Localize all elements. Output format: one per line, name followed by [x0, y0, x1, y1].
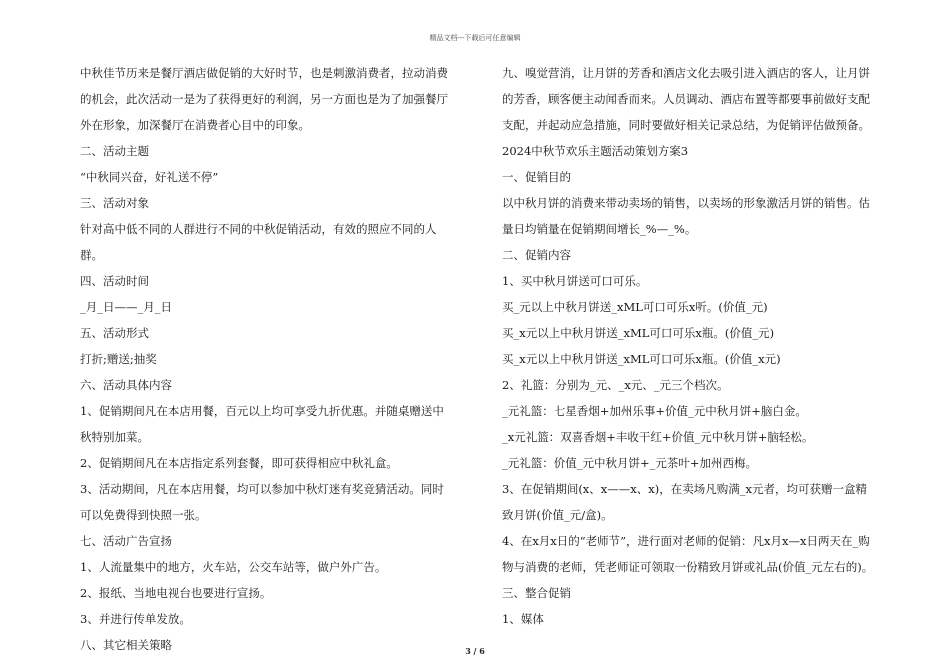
paragraph: _元礼篮：价值_元中秋月饼+_元茶叶+加州西梅。	[502, 456, 758, 470]
paragraph: “中秋同兴奋，好礼送不停”	[80, 170, 219, 184]
paragraph: 2、报纸、当地电视台也要进行宣扬。	[80, 586, 272, 600]
paragraph: _元礼篮：七星香烟+加州乐事+价值_元中秋月饼+脑白金。	[502, 404, 807, 418]
paragraph: 3、并进行传单发放。	[80, 612, 191, 626]
paragraph: _月_日——_月_日	[80, 300, 172, 314]
paragraph: 五、活动形式	[80, 326, 149, 340]
paragraph: 4、在x月x日的“老师节”，进行面对老师的促销：凡x月x—x日两天在_购物与消费的老师，凭老师证可领取一份精致月饼或礼品(价值_元左右的)。	[502, 534, 874, 574]
paragraph: 1、人流量集中的地方，火车站，公交车站等，做户外广告。	[80, 560, 387, 574]
paragraph: 1、买中秋月饼送可口可乐。	[502, 274, 648, 288]
paragraph: 八、其它相关策略	[80, 638, 172, 652]
paragraph: 买_x元以上中秋月饼送_xML可口可乐x瓶。(价值_x元)	[502, 352, 781, 366]
paragraph: 九、嗅觉营消，让月饼的芳香和酒店文化去吸引进入酒店的客人，让月饼的芳香，顾客便主动闻香而来。人员调动、酒店布置等都要事前做好支配支配，并起动应急措施，同时要做好相关记录总结，为促销评估做预备。	[502, 66, 870, 132]
paragraph: 三、活动对象	[80, 196, 149, 210]
paragraph: 二、活动主题	[80, 144, 149, 158]
paragraph: 2、礼篮：分别为_元、_x元、_元三个档次。	[502, 378, 729, 392]
paragraph: 一、促销目的	[502, 170, 571, 184]
paragraph: 打折;赠送;抽奖	[80, 352, 157, 366]
paragraph: 1、促销期间凡在本店用餐，百元以上均可享受九折优惠。并随桌赠送中秋特别加菜。	[80, 404, 444, 444]
paragraph: 2024中秋节欢乐主题活动策划方案3	[502, 144, 689, 158]
paragraph: 3、活动期间，凡在本店用餐，均可以参加中秋灯迷有奖竞猜活动。同时可以免费得到快照一张。	[80, 482, 444, 522]
paragraph: 七、活动广告宣扬	[80, 534, 172, 548]
paragraph: 以中秋月饼的消费来带动卖场的销售，以卖场的形象激活月饼的销售。估量日均销量在促销期间增长_%—_%。	[502, 196, 870, 236]
paragraph: 3、在促销期间(x、x——x、x)，在卖场凡购满_x元者，均可获赠一盒精致月饼(价值_元/盒)。	[502, 482, 867, 522]
paragraph: 针对高中低不同的人群进行不同的中秋促销活动，有效的照应不同的人群。	[80, 222, 437, 262]
right-column	[502, 60, 874, 632]
page-header: 精品文档---下载后可任意编辑	[429, 34, 521, 42]
paragraph: 三、整合促销	[502, 586, 571, 600]
paragraph: 买_x元以上中秋月饼送_xML可口可乐x瓶。(价值_元)	[502, 326, 775, 340]
paragraph: 二、促销内容	[502, 248, 571, 262]
paragraph: 六、活动具体内容	[80, 378, 172, 392]
page-number: 3 / 6	[465, 646, 485, 656]
paragraph: 四、活动时间	[80, 274, 149, 288]
paragraph: 中秋佳节历来是餐厅酒店做促销的大好时节，也是刺激消费者，拉动消费的机会，此次活动一是为了获得更好的利润，另一方面也是为了加强餐厅外在形象，加深餐厅在消费者心目中的印象。	[80, 66, 448, 132]
paragraph: 买_元以上中秋月饼送_xML可口可乐x听。(价值_元)	[502, 300, 768, 314]
paragraph: 1、媒体	[502, 612, 544, 626]
paragraph: 2、促销期间凡在本店指定系列套餐，即可获得相应中秋礼盒。	[80, 456, 398, 470]
paragraph: _x元礼篮：双喜香烟+丰收干红+价值_元中秋月饼+脑轻松。	[502, 430, 814, 444]
left-column	[80, 60, 452, 658]
